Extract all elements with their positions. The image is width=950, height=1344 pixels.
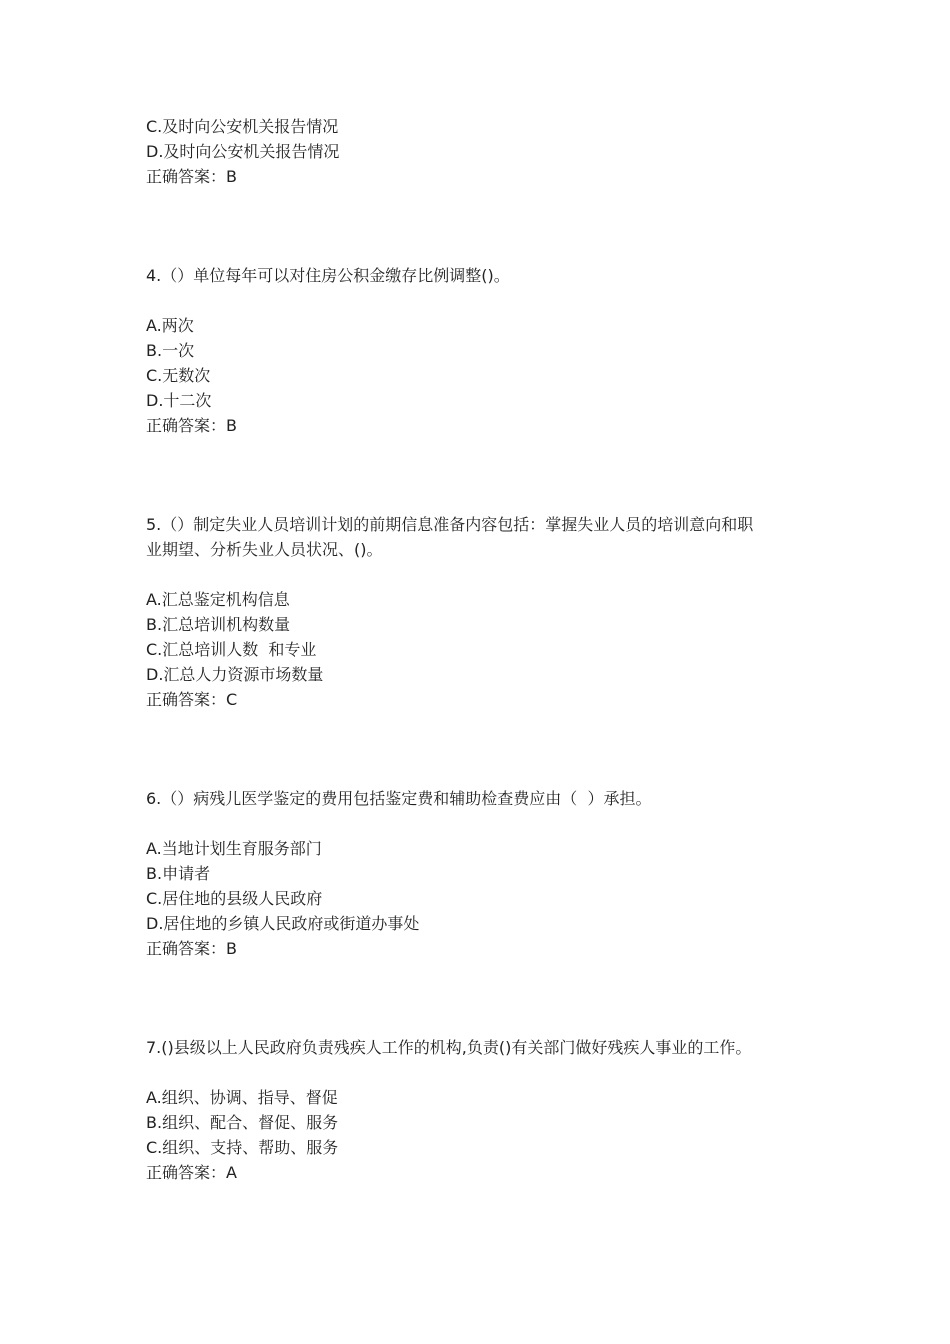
q5-option-b: B.汇总培训机构数量 <box>146 615 291 634</box>
q4-answer: 正确答案：B <box>146 416 237 435</box>
q6-option-b: B.申请者 <box>146 864 211 883</box>
q7-option-c: C.组织、支持、帮助、服务 <box>146 1138 339 1157</box>
q3-option-c: C.及时向公安机关报告情况 <box>146 117 339 136</box>
q5-option-a: A.汇总鉴定机构信息 <box>146 590 290 609</box>
q5-question-line-1: 5.（）制定失业人员培训计划的前期信息准备内容包括：掌握失业人员的培训意向和职 <box>146 515 754 534</box>
q7-option-b: B.组织、配合、督促、服务 <box>146 1113 339 1132</box>
q4-question: 4.（）单位每年可以对住房公积金缴存比例调整()。 <box>146 266 510 285</box>
q6-option-c: C.居住地的县级人民政府 <box>146 889 323 908</box>
q3-answer: 正确答案：B <box>146 167 237 186</box>
question-5-block <box>146 512 826 712</box>
q5-question-line-2: 业期望、分析失业人员状况、()。 <box>146 540 383 559</box>
question-6-block <box>146 786 826 961</box>
q6-question: 6.（）病残儿医学鉴定的费用包括鉴定费和辅助检查费应由（ ）承担。 <box>146 789 652 808</box>
q4-option-a: A.两次 <box>146 316 194 335</box>
q4-option-d: D.十二次 <box>146 391 212 410</box>
document-page <box>146 114 826 1185</box>
q7-option-a: A.组织、协调、指导、督促 <box>146 1088 338 1107</box>
q3-option-d: D.及时向公安机关报告情况 <box>146 142 340 161</box>
q6-answer: 正确答案：B <box>146 939 237 958</box>
q5-option-d: D.汇总人力资源市场数量 <box>146 665 324 684</box>
q4-option-c: C.无数次 <box>146 366 211 385</box>
q5-answer: 正确答案：C <box>146 690 238 709</box>
question-3-block <box>146 114 826 189</box>
question-7-block <box>146 1035 826 1185</box>
q6-option-d: D.居住地的乡镇人民政府或街道办事处 <box>146 914 420 933</box>
q4-option-b: B.一次 <box>146 341 195 360</box>
q7-answer: 正确答案：A <box>146 1163 237 1182</box>
question-4-block <box>146 263 826 438</box>
q7-question: 7.()县级以上人民政府负责残疾人工作的机构,负责()有关部门做好残疾人事业的工作。 <box>146 1038 752 1057</box>
q6-option-a: A.当地计划生育服务部门 <box>146 839 322 858</box>
q5-option-c: C.汇总培训人数 和专业 <box>146 640 317 659</box>
